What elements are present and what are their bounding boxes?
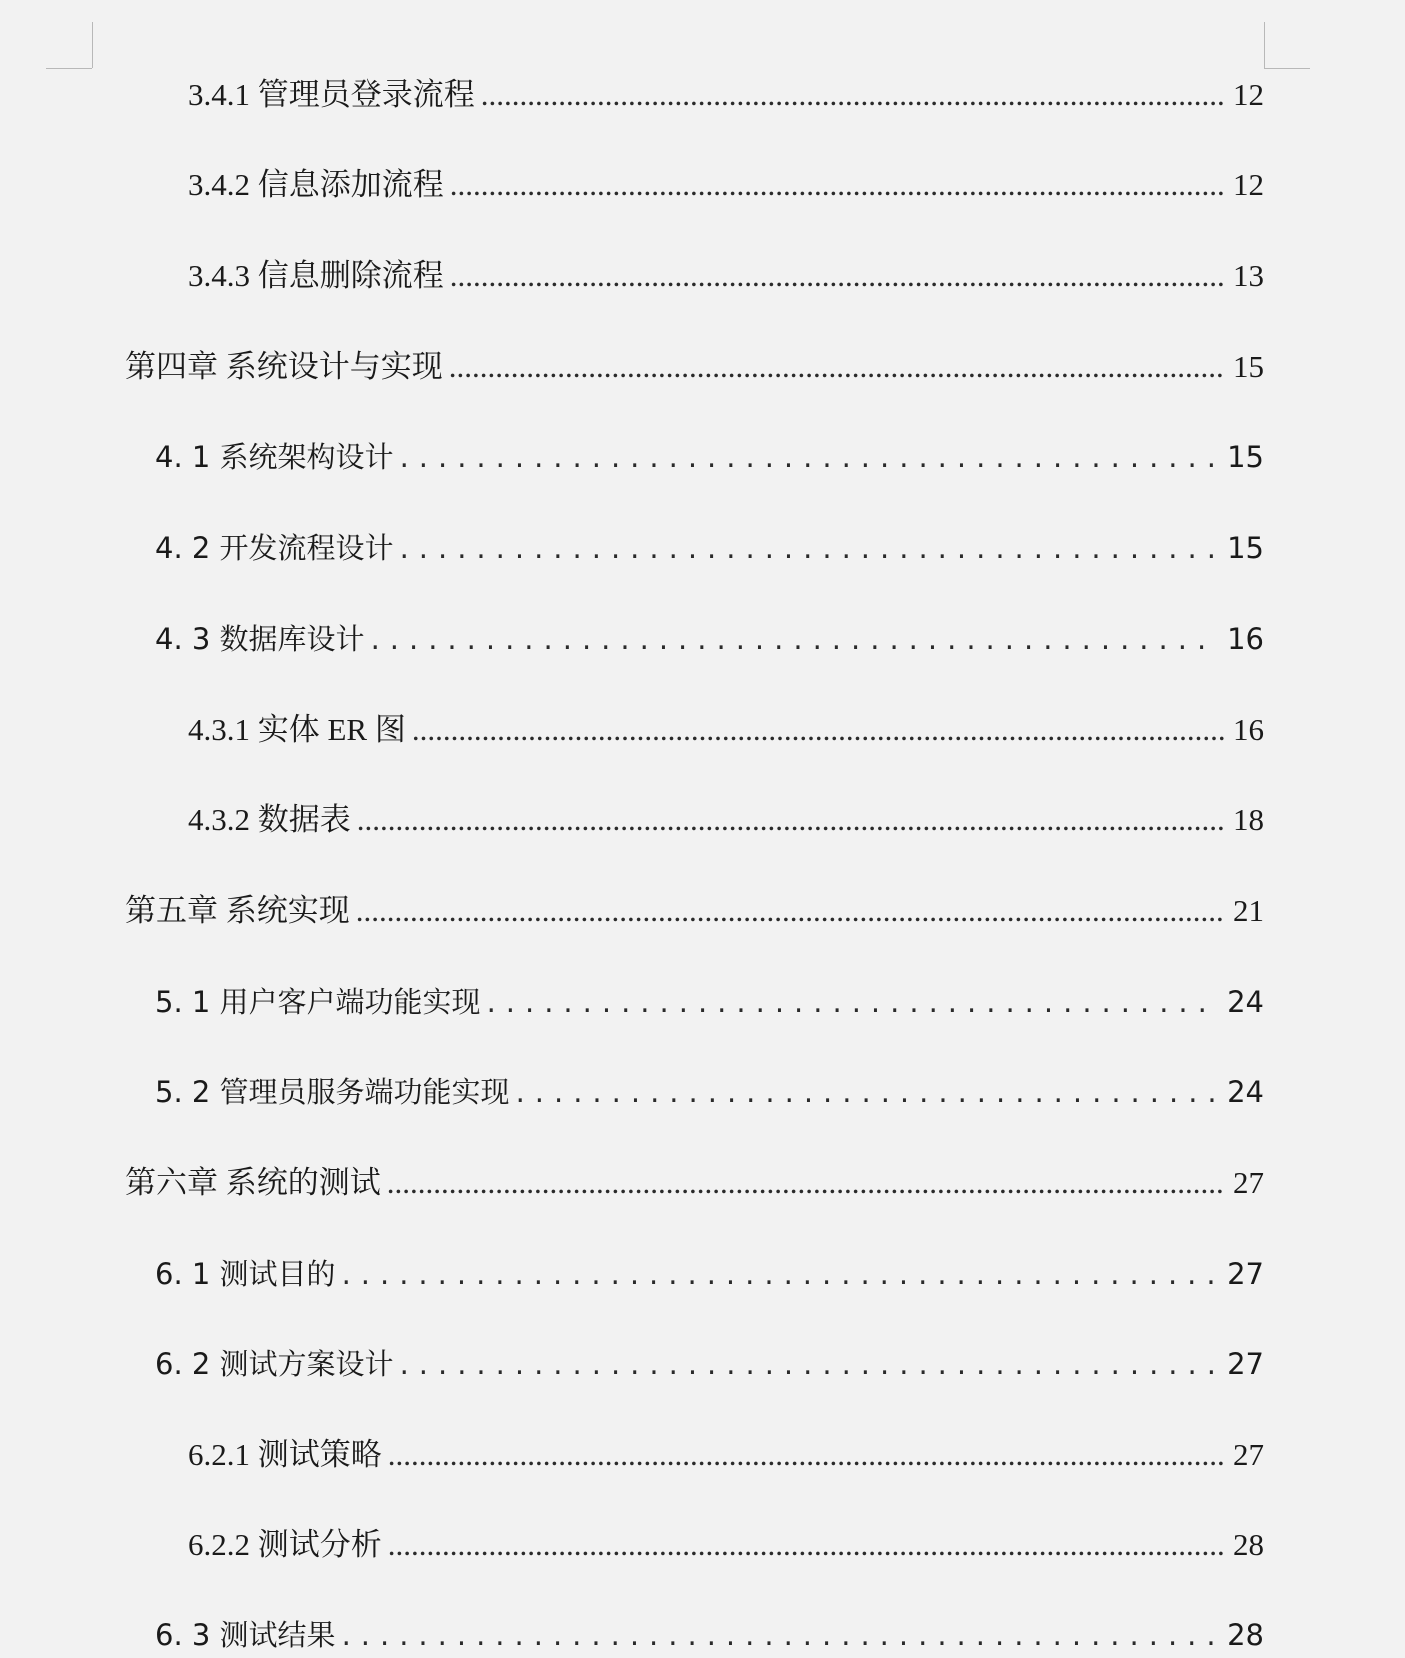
toc-entry-page: 27 (1227, 1347, 1264, 1381)
toc-dot-leader (412, 710, 1225, 750)
toc-entry-label: 6.2.1 测试策略 (188, 1437, 382, 1472)
toc-entry-label: 4. 1 系统架构设计 (155, 440, 394, 474)
toc-entry-label: 3.4.1 管理员登录流程 (188, 77, 475, 112)
toc-entry-label: 5. 1 用户客户端功能实现 (155, 985, 481, 1019)
page-corner-mark-top-left (92, 22, 93, 68)
toc-dot-leader (400, 528, 1220, 568)
toc-entry-page: 15 (1233, 349, 1264, 384)
toc-entry-page: 24 (1227, 1075, 1264, 1109)
toc-entry-page: 15 (1227, 440, 1264, 474)
toc-entry[interactable] (188, 75, 1264, 115)
toc-entry-label: 第四章 系统设计与实现 (125, 349, 443, 384)
toc-entry[interactable] (155, 1254, 1264, 1294)
toc-entry[interactable] (188, 1525, 1264, 1565)
toc-entry-page: 15 (1227, 531, 1264, 565)
toc-entry-label: 6. 3 测试结果 (155, 1618, 336, 1652)
toc-entry-label: 6. 1 测试目的 (155, 1257, 336, 1291)
toc-entry-page: 21 (1233, 893, 1264, 928)
toc-dot-leader (400, 437, 1220, 477)
toc-dot-leader (449, 347, 1225, 387)
toc-entry[interactable] (155, 1615, 1264, 1655)
toc-entry-page: 28 (1233, 1527, 1264, 1562)
toc-entry[interactable] (155, 437, 1264, 477)
toc-dot-leader (400, 1344, 1220, 1384)
toc-entry-page: 24 (1227, 985, 1264, 1019)
toc-entry[interactable] (188, 800, 1264, 840)
toc-entry-page: 27 (1227, 1257, 1264, 1291)
toc-entry[interactable] (188, 710, 1264, 750)
toc-entry[interactable] (155, 619, 1264, 659)
toc-dot-leader (487, 982, 1220, 1022)
toc-entry-label: 第六章 系统的测试 (125, 1165, 381, 1200)
toc-entry[interactable] (188, 256, 1264, 296)
toc-entry-label: 3.4.2 信息添加流程 (188, 167, 444, 202)
toc-entry[interactable] (155, 528, 1264, 568)
page-corner-mark-top-right (1264, 68, 1310, 69)
toc-entry[interactable] (125, 891, 1264, 931)
toc-entry-page: 27 (1233, 1437, 1264, 1472)
toc-entry-label: 6.2.2 测试分析 (188, 1527, 382, 1562)
toc-dot-leader (450, 165, 1225, 205)
toc-entry-page: 16 (1233, 712, 1264, 747)
toc-dot-leader (371, 619, 1220, 659)
toc-entry-label: 5. 2 管理员服务端功能实现 (155, 1075, 510, 1109)
toc-entry-label: 4.3.2 数据表 (188, 802, 351, 837)
toc-dot-leader (450, 256, 1225, 296)
toc-entry-page: 16 (1227, 622, 1264, 656)
toc-entry-page: 28 (1227, 1618, 1264, 1652)
toc-dot-leader (342, 1254, 1220, 1294)
toc-dot-leader (356, 891, 1225, 931)
toc-entry[interactable] (188, 1435, 1264, 1475)
page-corner-mark-top-left (46, 68, 92, 69)
toc-entry-page: 27 (1233, 1165, 1264, 1200)
toc-dot-leader (388, 1525, 1225, 1565)
toc-dot-leader (516, 1072, 1220, 1112)
toc-entry[interactable] (125, 347, 1264, 387)
toc-entry[interactable] (188, 165, 1264, 205)
toc-dot-leader (388, 1435, 1225, 1475)
toc-entry-page: 12 (1233, 167, 1264, 202)
toc-dot-leader (387, 1163, 1225, 1203)
toc-dot-leader (481, 75, 1225, 115)
toc-entry-label: 3.4.3 信息删除流程 (188, 258, 444, 293)
toc-entry[interactable] (125, 1163, 1264, 1203)
toc-entry-label: 4. 3 数据库设计 (155, 622, 365, 656)
toc-entry[interactable] (155, 1344, 1264, 1384)
page-corner-mark-top-right (1264, 22, 1265, 68)
toc-dot-leader (357, 800, 1225, 840)
toc-entry-page: 12 (1233, 77, 1264, 112)
toc-entry-page: 13 (1233, 258, 1264, 293)
toc-entry-label: 4. 2 开发流程设计 (155, 531, 394, 565)
toc-entry-label: 第五章 系统实现 (125, 893, 350, 928)
toc-entry[interactable] (155, 1072, 1264, 1112)
toc-dot-leader (342, 1615, 1220, 1655)
toc-entry-page: 18 (1233, 802, 1264, 837)
toc-entry[interactable] (155, 982, 1264, 1022)
toc-entry-label: 6. 2 测试方案设计 (155, 1347, 394, 1381)
toc-entry-label: 4.3.1 实体 ER 图 (188, 712, 406, 747)
